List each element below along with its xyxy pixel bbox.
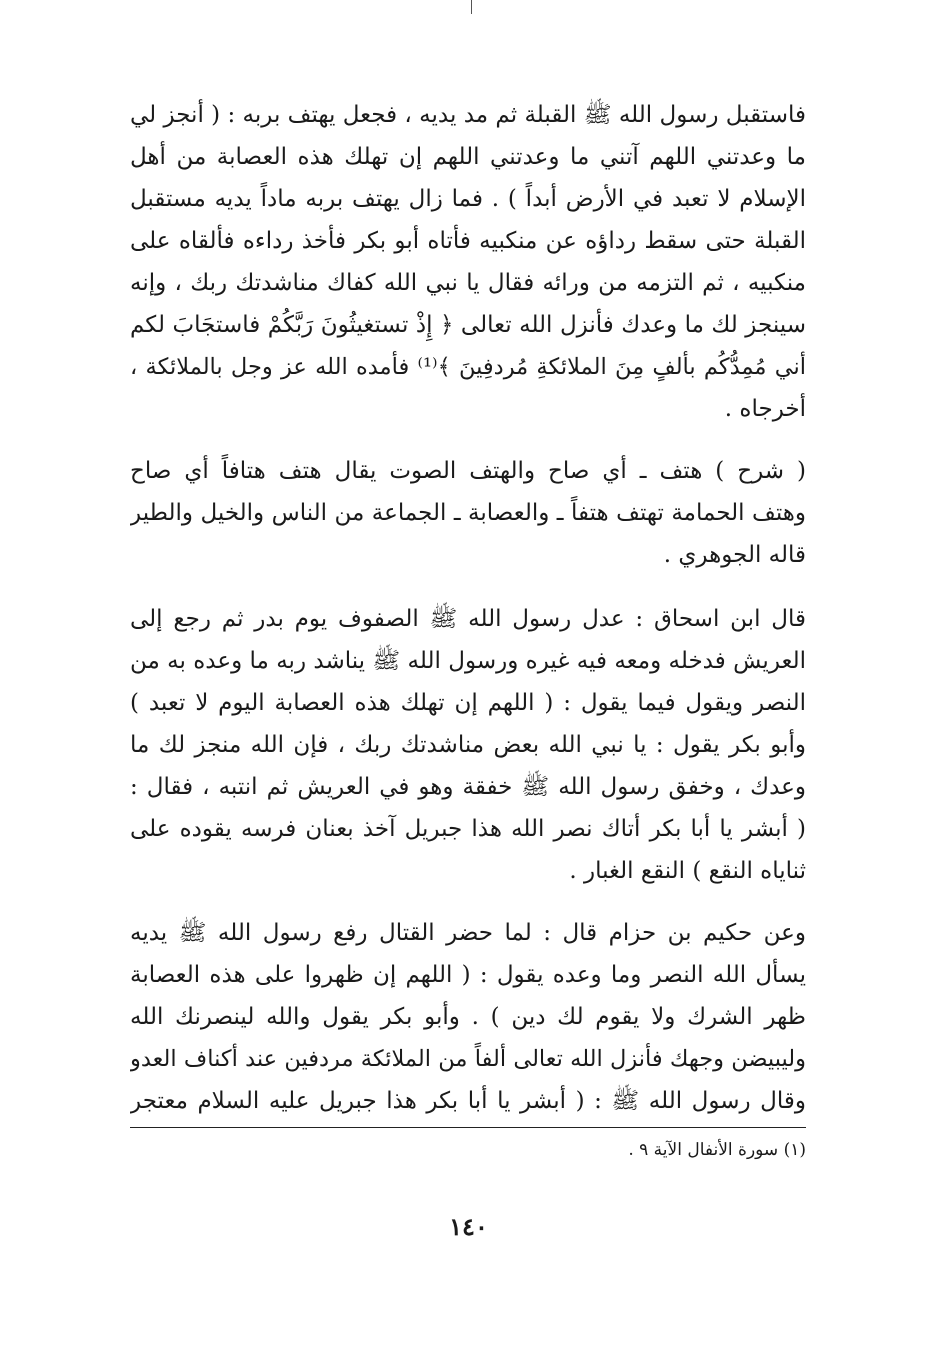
text-line: القبلة حتى سقط رداؤه عن منكبيه فأتاه أبو بكر فأخذ رداءه فألقاه على — [130, 228, 806, 254]
paragraph-hakim-ibn-hizam — [130, 912, 806, 1122]
text-line: العريش فدخله ومعه فيه غيره ورسول الله ﷺ يناشد ربه ما وعده به من — [130, 648, 806, 674]
text-line: ( شرح ) هتف ـ أي صاح والهتف الصوت يقال هتف هتافاً أي صاح — [130, 458, 806, 484]
paragraph-sharh — [130, 450, 806, 576]
text-line: ظهر الشرك ولا يقوم لك دين ) . وأبو بكر يقول والله لينصرنك الله — [130, 1004, 806, 1030]
page-body — [130, 94, 806, 1122]
text-line: قال ابن اسحاق : عدل رسول الله ﷺ الصفوف يوم بدر ثم رجع إلى — [130, 606, 806, 632]
text-line: أخرجاه . — [724, 396, 806, 422]
text-line: قاله الجوهري . — [663, 542, 806, 568]
text-line: وعن حكيم بن حزام قال : لما حضر القتال رفع رسول الله ﷺ يديه — [130, 920, 806, 946]
text-line: وأبو بكر يقول : يا نبي الله بعض مناشدتك ربك ، فإن الله منجز لك ما — [130, 732, 806, 758]
text-line: النصر ويقول فيما يقول : ( اللهم إن تهلك هذه العصابة اليوم لا تعبد ) — [130, 690, 806, 716]
text-line: سينجز لك ما وعدك فأنزل الله تعالى ﴿ إِذْ تستغيثُونَ رَبَّكُمْ فاستجَابَ لكم — [130, 312, 806, 338]
scan-edge-mark — [471, 0, 472, 14]
page-number: ١٤٠ — [449, 1212, 488, 1241]
text-line: وقال رسول الله ﷺ : ( أبشر يا أبا بكر هذا جبريل عليه السلام معتجر — [130, 1088, 806, 1114]
text-line: ما وعدتني اللهم آتني ما وعدتني اللهم إن تهلك هذه العصابة من أهل — [130, 144, 806, 170]
paragraph-ibn-ishaq — [130, 598, 806, 892]
text-line: ( أبشر يا أبا بكر أتاك نصر الله هذا جبريل آخذ بعنان فرسه يقوده على — [130, 816, 806, 842]
paragraph-dua-badr — [130, 94, 806, 430]
text-line: الإسلام لا تعبد في الأرض أبداً ) . فما زال يهتف بربه ماداً يديه مستقبل — [130, 186, 806, 212]
footnote: (١) سورة الأنفال الآية ٩ . — [628, 1140, 806, 1160]
text-line: ثناياه النقع ) النقع الغبار . — [569, 858, 806, 884]
text-line: يسأل الله النصر وما وعده يقول : ( اللهم إن ظهروا على هذه العصابة — [130, 962, 806, 988]
text-line: وليبيضن وجهك فأنزل الله تعالى ألفاً من الملائكة مردفين عند أكناف العدو — [130, 1046, 806, 1072]
text-line: فاستقبل رسول الله ﷺ القبلة ثم مد يديه ، فجعل يهتف بربه : ( أنجز لي — [130, 102, 806, 128]
footnote-divider — [130, 1127, 806, 1128]
text-line: أني مُمِدُّكُم بألفٍ مِنَ الملائكةِ مُردفِينَ ﴾⁽¹⁾ فأمده الله عز وجل بالملائكة ، — [130, 354, 806, 380]
text-line: وهتف الحمامة تهتف هتفاً ـ والعصابة ـ الجماعة من الناس والخيل والطير — [130, 500, 806, 526]
text-line: وعدك ، وخفق رسول الله ﷺ خفقة وهو في العريش ثم انتبه ، فقال : — [130, 774, 806, 800]
text-line: منكبيه ، ثم التزمه من ورائه فقال يا نبي الله كفاك مناشدتك ربك ، وإنه — [130, 270, 806, 296]
